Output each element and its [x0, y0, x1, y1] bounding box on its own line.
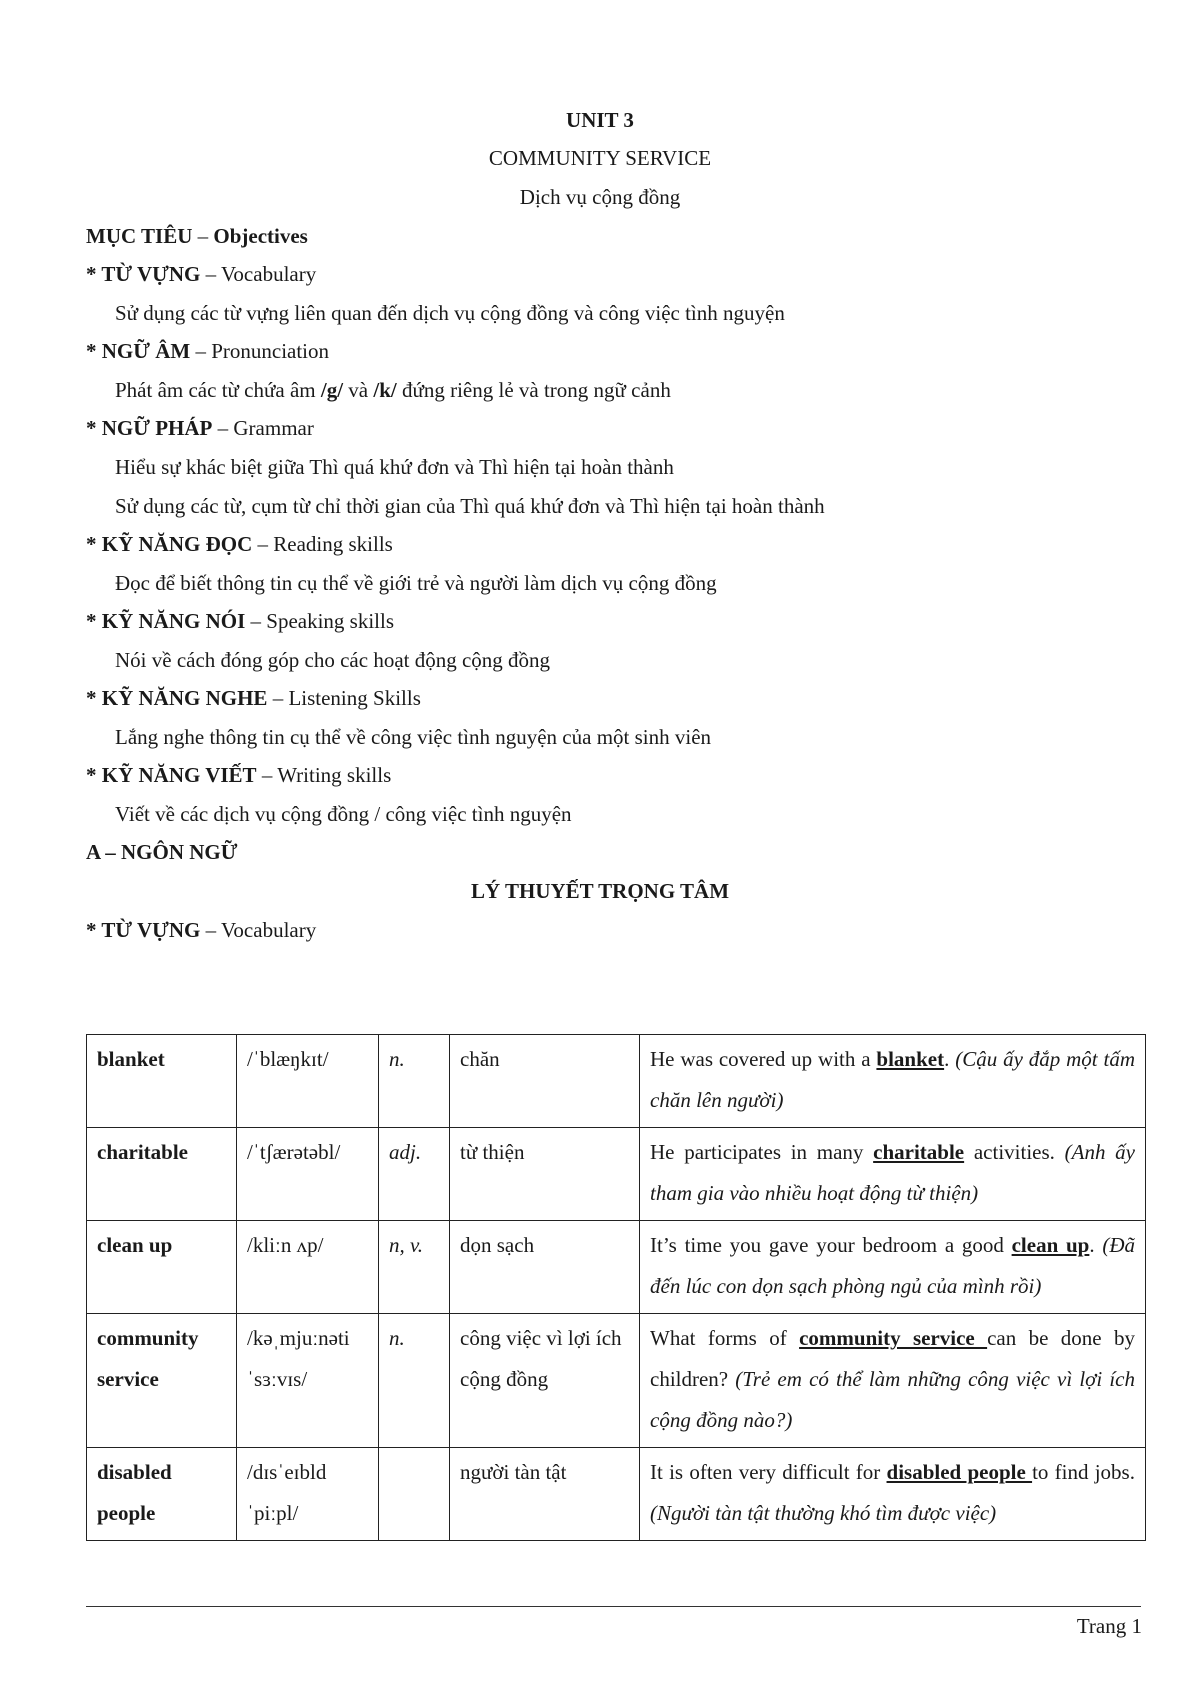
- vocab-meaning: công việc vì lợi ích cộng đồng: [450, 1314, 640, 1448]
- vocab-meaning: người tàn tật: [450, 1448, 640, 1541]
- example-key: blanket: [876, 1047, 945, 1071]
- vocab-pos: adj.: [379, 1128, 450, 1221]
- example-vi: (Anh ấy tham gia vào nhiều hoạt động từ thiện): [650, 1140, 1135, 1205]
- objective-grammar-desc-2: Sử dụng các từ, cụm từ chỉ thời gian của Thì quá khứ đơn và Thì hiện tại hoàn thành: [115, 494, 825, 518]
- objective-grammar: * NGỮ PHÁP – Grammar: [86, 416, 314, 440]
- vocab-word: community service: [87, 1314, 237, 1448]
- vocab-heading: * TỪ VỰNG – Vocabulary: [86, 918, 317, 942]
- example-pre: He was covered up with a: [650, 1047, 877, 1071]
- objective-reading: * KỸ NĂNG ĐỌC – Reading skills: [86, 532, 393, 556]
- vocab-ipa: /kliːn ʌp/: [237, 1221, 379, 1314]
- vocab-meaning: từ thiện: [450, 1128, 640, 1221]
- footer-divider: [86, 1606, 1141, 1607]
- example-vi: (Cậu ấy đắp một tấm chăn lên người): [650, 1047, 1135, 1112]
- example-key: community service: [799, 1326, 988, 1350]
- objective-writing: * KỸ NĂNG VIẾT – Writing skills: [86, 763, 392, 787]
- page-number: Trang 1: [1076, 1614, 1142, 1638]
- example-pre: What forms of: [650, 1326, 800, 1350]
- objective-vocabulary-desc: Sử dụng các từ vựng liên quan đến dịch vụ cộng đồng và công việc tình nguyện: [115, 301, 785, 325]
- example-post: .: [944, 1047, 956, 1071]
- vocab-pos: n.: [379, 1314, 450, 1448]
- example-vi: (Đã đến lúc con dọn sạch phòng ngủ của mình rồi): [650, 1233, 1136, 1298]
- vocab-meaning: dọn sạch: [450, 1221, 640, 1314]
- objectives-heading: MỤC TIÊU – Objectives: [86, 224, 308, 248]
- example-post: can be done by children?: [650, 1326, 1135, 1391]
- objective-speaking-desc: Nói về cách đóng góp cho các hoạt động cộng đồng: [115, 648, 551, 672]
- example-post: .: [1089, 1233, 1103, 1257]
- table-row: [87, 1221, 1146, 1314]
- section-a-heading: A – NGÔN NGỮ: [86, 840, 238, 864]
- example-post: to find jobs.: [1032, 1460, 1135, 1484]
- vocab-pos: [379, 1448, 450, 1541]
- objective-speaking: * KỸ NĂNG NÓI – Speaking skills: [86, 609, 395, 633]
- example-key: charitable: [873, 1140, 965, 1164]
- unit-subtitle: Dịch vụ cộng đồng: [519, 185, 681, 209]
- vocab-meaning: chăn: [450, 1035, 640, 1128]
- example-post: activities.: [964, 1140, 1065, 1164]
- objective-listening: * KỸ NĂNG NGHE – Listening Skills: [86, 686, 421, 710]
- vocab-pos: n, v.: [379, 1221, 450, 1314]
- theory-title: LÝ THUYẾT TRỌNG TÂM: [470, 879, 730, 903]
- unit-number: UNIT 3: [566, 108, 634, 132]
- vocab-ipa: /ˈtʃærətəbl/: [237, 1128, 379, 1221]
- example-key: disabled people: [886, 1460, 1033, 1484]
- objective-vocabulary: * TỪ VỰNG – Vocabulary: [86, 262, 317, 286]
- vocab-word: disabled people: [87, 1448, 237, 1541]
- vocab-example: [640, 1035, 1146, 1128]
- objective-reading-desc: Đọc để biết thông tin cụ thể về giới trẻ và người làm dịch vụ cộng đồng: [115, 571, 717, 595]
- vocab-example: [640, 1448, 1146, 1541]
- objective-pronunciation: * NGỮ ÂM – Pronunciation: [86, 339, 330, 363]
- objective-grammar-desc-1: Hiểu sự khác biệt giữa Thì quá khứ đơn và Thì hiện tại hoàn thành: [115, 455, 674, 479]
- vocab-ipa: /ˈblæŋkɪt/: [237, 1035, 379, 1128]
- example-pre: It’s time you gave your bedroom a good: [650, 1233, 1012, 1257]
- example-key: clean up: [1011, 1233, 1090, 1257]
- vocab-ipa: /kəˌmjuːnəti ˈsɜːvɪs/: [237, 1314, 379, 1448]
- vocab-ipa: /dɪsˈeɪbld ˈpiːpl/: [237, 1448, 379, 1541]
- unit-title: COMMUNITY SERVICE: [488, 146, 712, 170]
- vocab-word: charitable: [87, 1128, 237, 1221]
- example-pre: It is often very difficult for: [650, 1460, 887, 1484]
- vocab-word: blanket: [87, 1035, 237, 1128]
- vocab-example: [640, 1314, 1146, 1448]
- table-row: [87, 1128, 1146, 1221]
- table-row: [87, 1035, 1146, 1128]
- vocab-pos: n.: [379, 1035, 450, 1128]
- table-row: [87, 1314, 1146, 1448]
- table-row: [87, 1448, 1146, 1541]
- example-pre: He participates in many: [650, 1140, 874, 1164]
- example-vi: (Người tàn tật thường khó tìm được việc): [650, 1501, 997, 1525]
- example-vi: (Trẻ em có thể làm những công việc vì lợi ích cộng đồng nào?): [650, 1367, 1136, 1432]
- objective-pronunciation-desc: Phát âm các từ chứa âm /g/ và /k/ đứng riêng lẻ và trong ngữ cảnh: [115, 378, 671, 402]
- vocab-word: clean up: [87, 1221, 237, 1314]
- vocabulary-table: [86, 1034, 1146, 1541]
- vocab-example: [640, 1221, 1146, 1314]
- vocab-example: [640, 1128, 1146, 1221]
- objective-listening-desc: Lắng nghe thông tin cụ thể về công việc tình nguyện của một sinh viên: [115, 725, 712, 749]
- objective-writing-desc: Viết về các dịch vụ cộng đồng / công việc tình nguyện: [115, 802, 572, 826]
